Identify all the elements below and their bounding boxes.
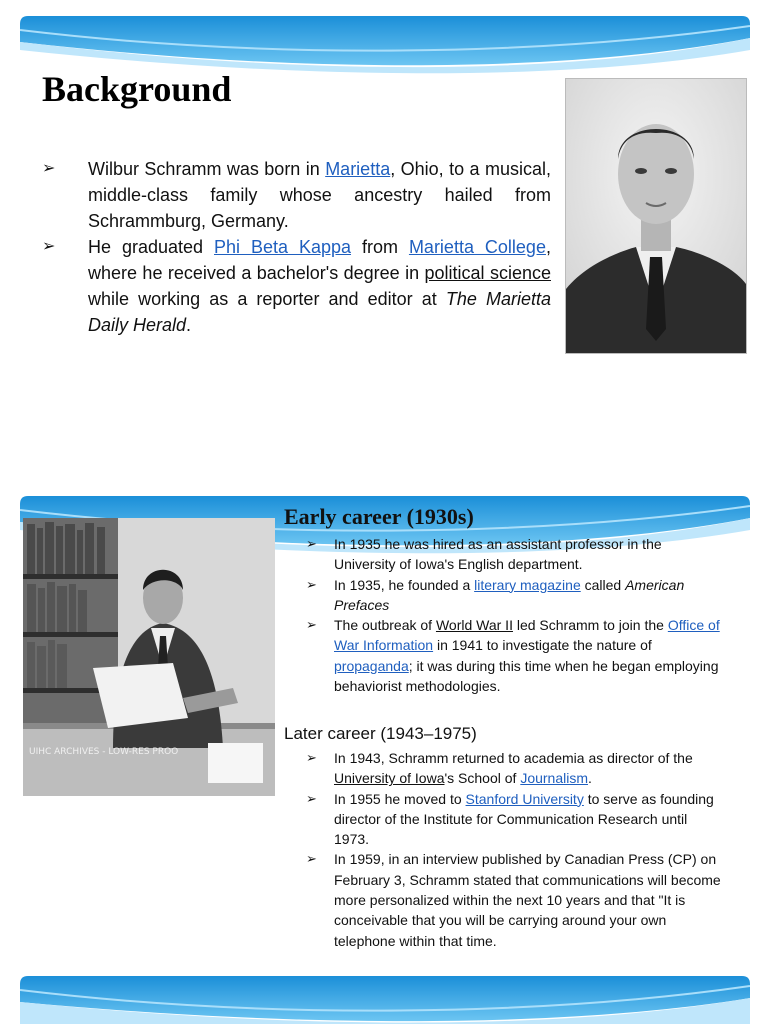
wave-banner xyxy=(20,976,750,1024)
portrait-photo xyxy=(565,78,747,354)
list-item: ➢ Wilbur Schramm was born in Marietta, Ohio, to a musical, middle-class family whose ancestry hailed from Schrammburg, Germany. xyxy=(40,156,551,234)
early-career-heading: Early career (1930s) xyxy=(284,504,474,529)
slide-title: Background xyxy=(42,69,232,109)
list-item: ➢ The outbreak of World War II led Schramm to join the Office of War Information in 1941 to investigate the nature of propaganda; it was during this time when he began employing behaviorist methodologies. xyxy=(306,617,720,695)
arrow-bullet-icon: ➢ xyxy=(306,536,317,551)
link-marietta[interactable]: Marietta xyxy=(325,159,391,179)
arrow-bullet-icon: ➢ xyxy=(306,617,317,633)
list-item: ➢ In 1959, in an interview published by Canadian Press (CP) on February 3, Schramm stated that communications will become more personalized within the next 10 years and that "It is conceivable that you will be carrying around your own telephone within that time. xyxy=(306,851,721,949)
link-propaganda[interactable]: propaganda xyxy=(334,657,409,674)
list-item: ➢ In 1935, he founded a literary magazine called American Prefaces xyxy=(306,576,685,613)
arrow-bullet-icon: ➢ xyxy=(306,576,317,592)
slide-career xyxy=(20,496,750,968)
arrow-bullet-icon: ➢ xyxy=(306,750,317,765)
later-career-heading: Later career (1943–1975) xyxy=(284,724,477,743)
link-journalism[interactable]: Journalism xyxy=(520,770,589,787)
arrow-bullet-icon: ➢ xyxy=(306,851,317,867)
list-item: ➢ He graduated Phi Beta Kappa from Marietta College, where he received a bachelor's degree in political science while working as a reporter and editor at The Marietta Daily Herald. xyxy=(40,234,551,338)
link-stanford-university[interactable]: Stanford University xyxy=(465,790,584,807)
link-marietta-college[interactable]: Marietta College xyxy=(408,237,546,257)
list-item: ➢ In 1935 he was hired as an assistant professor in the University of Iowa's English department. xyxy=(306,536,662,573)
link-office-of-war-information[interactable]: Office of War Information xyxy=(334,617,720,654)
wave-banner xyxy=(20,16,750,76)
early-career-list xyxy=(306,534,726,696)
slide-next xyxy=(20,976,750,1024)
link-literary-magazine[interactable]: literary magazine xyxy=(474,576,581,593)
photo-caption: UIHC ARCHIVES - LOW-RES PROO xyxy=(29,747,179,757)
office-photo xyxy=(23,518,275,796)
link-phi-beta-kappa[interactable]: Phi Beta Kappa xyxy=(214,237,352,257)
slide-background xyxy=(20,16,750,476)
arrow-bullet-icon: ➢ xyxy=(42,238,56,255)
list-item: ➢ In 1943, Schramm returned to academia as director of the University of Iowa's School of Journalism. xyxy=(306,750,693,787)
newspaper-title: The Marietta Daily Herald xyxy=(88,289,552,335)
background-list xyxy=(40,156,551,338)
political-science-text: political science xyxy=(424,263,551,283)
later-career-list xyxy=(306,748,726,951)
list-item: ➢ In 1955 he moved to Stanford University to serve as founding director of the Institute for Communication Research until 1973. xyxy=(306,790,714,848)
arrow-bullet-icon: ➢ xyxy=(306,790,317,806)
arrow-bullet-icon: ➢ xyxy=(42,160,56,177)
